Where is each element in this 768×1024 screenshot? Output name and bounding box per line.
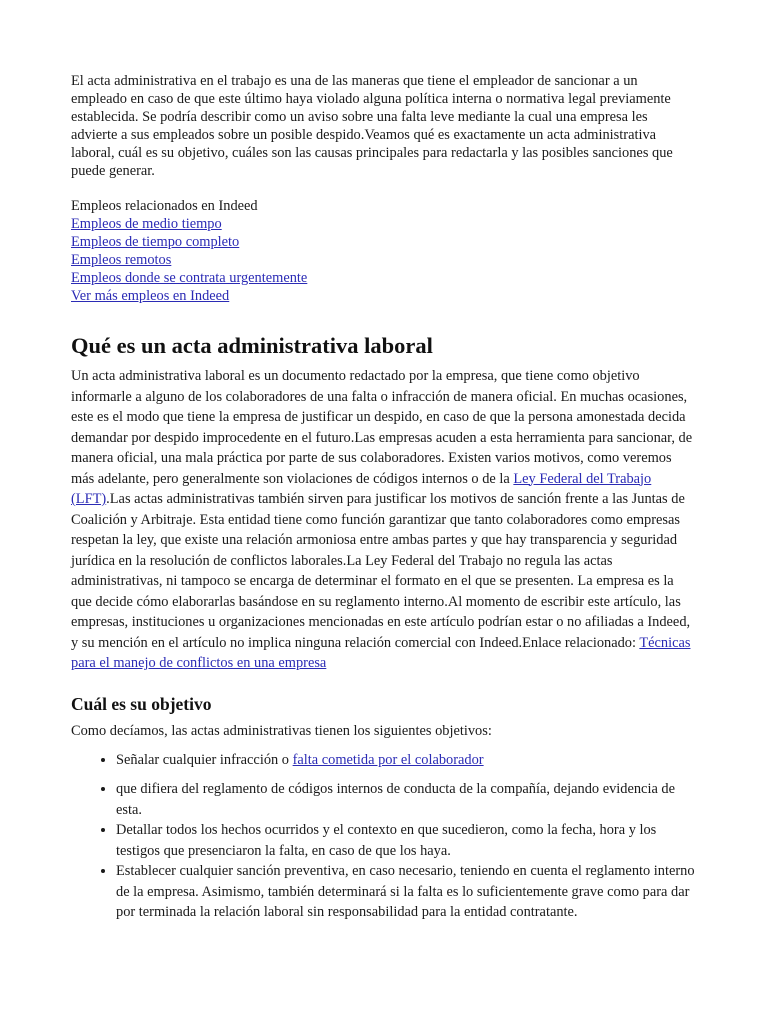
objetivos-list [71, 750, 697, 923]
item1-text: Señalar cualquier infracción o [116, 751, 293, 768]
list-item: • Establecer cualquier sanción preventiva, en caso necesario, teniendo en cuenta el reglamento interno de la empresa. Asimismo, también determinará si la falta es lo suficientemente grave como para dar por terminada la relación laboral sin responsabilidad para la entidad contratante. [116, 861, 697, 923]
related-jobs [71, 197, 697, 305]
related-jobs-heading: Empleos relacionados en Indeed [71, 198, 258, 214]
link-tiempo-completo[interactable]: Empleos de tiempo completo [71, 234, 240, 250]
list-item [116, 750, 697, 771]
intro-paragraph: El acta administrativa en el trabajo es una de las maneras que tiene el empleador de sancionar a un empleado en caso de que este último haya violado alguna política interna o normativa legal previamente establecida. Se podría describir como un aviso sobre una falta leve mediante la cual una empresa les advierte a sus empleados sobre un posible despido.Veamos qué es exactamente un acta administrativa laboral, cuál es su objetivo, cuáles son las causas principales para redactarla y las posibles sanciones que puede generar. [71, 73, 673, 179]
section-paragraph-que-es [71, 366, 697, 674]
link-tecnicas-conflictos[interactable]: Técnicas para el manejo de conflictos en una empresa [71, 634, 691, 671]
link-falta-cometida[interactable]: falta cometida por el colaborador [292, 751, 484, 768]
list-item: • Detallar todos los hechos ocurridos y el contexto en que sucedieron, como la fecha, hora y los testigos que presenciaron la falta, en caso de que los haya. [116, 820, 697, 861]
link-contrata-urgentemente[interactable]: Empleos donde se contrata urgentemente [71, 270, 308, 286]
link-ley-federal-trabajo[interactable]: Ley Federal del Trabajo (LFT) [71, 470, 652, 507]
link-remotos[interactable]: Empleos remotos [71, 252, 172, 268]
section-title-objetivo: Cuál es su objetivo [71, 693, 212, 714]
text-after-lft: .Las actas administrativas también sirven para justificar los motivos de sanción frente a las Juntas de Coalición y Arbitraje. Esta entidad tiene como función garantizar que tanto colaboradores como empresas respetan la ley, que existe una relación armoniosa entre ambas partes y que hay transparencia y seguridad jurídica en la resolución de conflictos laborales.La Ley Federal del Trabajo no regula las actas administrativas, ni tampoco se encarga de determinar el formato en el que se presenten. La empresa es la que decide cómo elaborarlas basándose en su reglamento interno.Al momento de escribir este artículo, las empresas, instituciones u organizaciones mencionadas en este artículo podrían estar o no afiliadas a Indeed, y su mención en el artículo no implica ninguna relación comercial con Indeed.Enlace relacionado: [71, 491, 691, 651]
objetivo-lead: Como decíamos, las actas administrativas tienen los siguientes objetivos: [71, 722, 492, 739]
list-item: • que difiera del reglamento de códigos internos de conducta de la compañía, dejando evidencia de esta. [116, 779, 697, 820]
link-ver-mas-empleos[interactable]: Ver más empleos en Indeed [71, 288, 230, 304]
section-title-que-es: Qué es un acta administrativa laboral [71, 333, 433, 358]
link-medio-tiempo[interactable]: Empleos de medio tiempo [71, 216, 222, 232]
text-before-lft: Un acta administrativa laboral es un documento redactado por la empresa, que tiene como objetivo informarle a alguno de los colaboradores de una falta o infracción de manera oficial. En muchas ocasiones, este es el modo que tiene la empresa de justificar un despido, en caso de que la persona amonestada decida demandar por despido improcedente en el futuro.Las empresas acuden a esta herramienta para sancionar, de manera oficial, una mala práctica por parte de sus colaboradores. Existen varios motivos, como veremos más adelante, pero generalmente son violaciones de códigos internos o de la [71, 368, 693, 487]
